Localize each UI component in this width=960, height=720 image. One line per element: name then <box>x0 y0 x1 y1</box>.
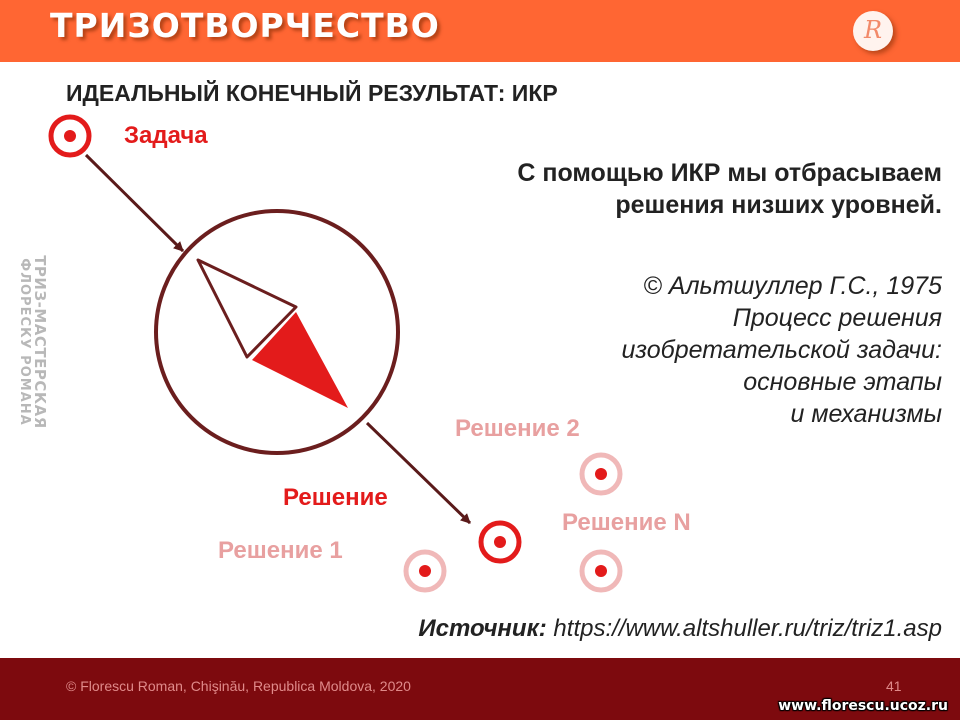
footer-copyright: © Florescu Roman, Chişinău, Republica Moldova, 2020 <box>66 678 411 694</box>
citation-line-3: изобретательской задачи: <box>621 336 942 364</box>
footer-bar <box>0 658 960 720</box>
brand-title: ТРИЗОТВОРЧЕСТВО <box>50 6 440 45</box>
solution-target-icon <box>481 523 519 561</box>
source-line <box>418 615 942 643</box>
quote-line-2: решения низших уровней. <box>615 191 942 219</box>
quote-line-1: С помощью ИКР мы отбрасываем <box>517 159 942 187</box>
task-target-icon <box>51 117 89 155</box>
label-solution-2: Решение 2 <box>455 415 580 442</box>
citation-line-2: Процесс решения <box>732 304 942 332</box>
solution-2-target-icon <box>582 455 620 493</box>
label-solution-n: Решение N <box>562 509 691 536</box>
solution-n-target-icon <box>582 552 620 590</box>
page-number: 41 <box>886 678 902 694</box>
slide-title: ИДЕАЛЬНЫЙ КОНЕЧНЫЙ РЕЗУЛЬТАТ: ИКР <box>66 80 558 106</box>
quote-text <box>342 157 942 221</box>
side-line-2: ФЛОРЕСКУ РОМАНА <box>17 258 32 426</box>
arrow-task-to-compass <box>86 155 183 251</box>
source-label: Источник: <box>418 615 547 642</box>
citation-line-5: и механизмы <box>790 400 942 428</box>
citation-line-1: © Альтшуллер Г.С., 1975 <box>643 272 942 300</box>
citation-line-4: основные этапы <box>743 368 942 396</box>
citation-text <box>342 270 942 430</box>
source-url[interactable]: https://www.altshuller.ru/triz/triz1.asp <box>553 615 942 642</box>
label-task: Задача <box>124 122 208 149</box>
solution-1-target-icon <box>406 552 444 590</box>
logo-letter: R <box>863 16 883 44</box>
side-line-1: ТРИЗ-МАСТЕРСКАЯ <box>31 255 49 429</box>
site-link[interactable]: www.florescu.ucoz.ru <box>778 698 948 714</box>
label-solution-1: Решение 1 <box>218 537 343 564</box>
label-solution: Решение <box>283 484 388 511</box>
